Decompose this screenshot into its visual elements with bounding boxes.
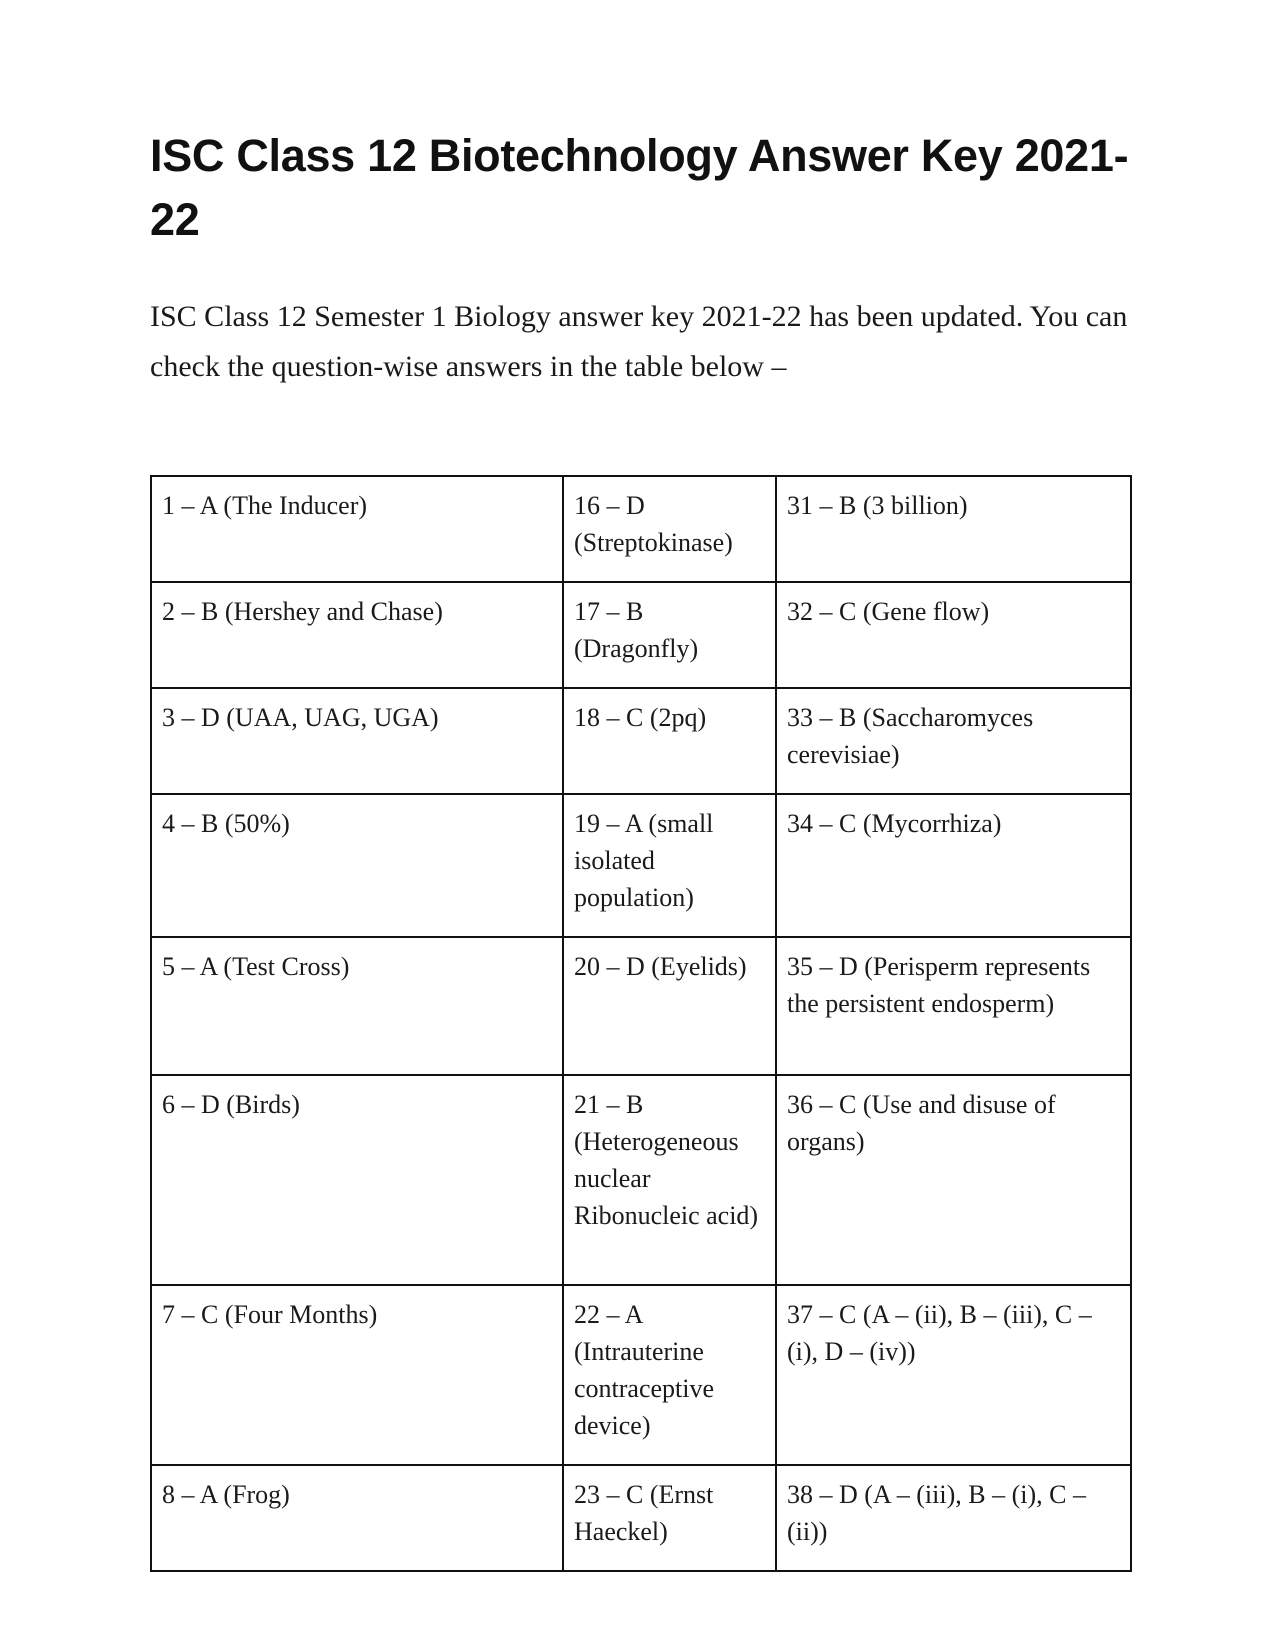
table-cell: 35 – D (Perisperm represents the persistent endosperm) <box>776 937 1131 1075</box>
table-cell: 6 – D (Birds) <box>151 1075 563 1285</box>
table-cell: 34 – C (Mycorrhiza) <box>776 794 1131 937</box>
table-cell: 20 – D (Eyelids) <box>563 937 776 1075</box>
table-cell: 7 – C (Four Months) <box>151 1285 563 1465</box>
table-row <box>151 1465 1131 1571</box>
table-cell: 31 – B (3 billion) <box>776 476 1131 582</box>
table-cell: 33 – B (Saccharomyces cerevisiae) <box>776 688 1131 794</box>
table-row <box>151 688 1131 794</box>
table-row <box>151 794 1131 937</box>
table-cell: 21 – B (Heterogeneous nuclear Ribonucleic acid) <box>563 1075 776 1285</box>
table-cell: 3 – D (UAA, UAG, UGA) <box>151 688 563 794</box>
table-cell: 4 – B (50%) <box>151 794 563 937</box>
table-row <box>151 582 1131 688</box>
answer-key-table <box>150 475 1132 1572</box>
table-cell: 8 – A (Frog) <box>151 1465 563 1571</box>
table-row <box>151 1075 1131 1285</box>
table-cell: 38 – D (A – (iii), B – (i), C – (ii)) <box>776 1465 1131 1571</box>
table-cell: 2 – B (Hershey and Chase) <box>151 582 563 688</box>
table-cell: 5 – A (Test Cross) <box>151 937 563 1075</box>
table-cell: 23 – C (Ernst Haeckel) <box>563 1465 776 1571</box>
table-row <box>151 937 1131 1075</box>
table-cell: 19 – A (small isolated population) <box>563 794 776 937</box>
table-row <box>151 476 1131 582</box>
table-cell: 1 – A (The Inducer) <box>151 476 563 582</box>
table-cell: 36 – C (Use and disuse of organs) <box>776 1075 1131 1285</box>
table-cell: 22 – A (Intrauterine contraceptive device) <box>563 1285 776 1465</box>
table-cell: 16 – D (Streptokinase) <box>563 476 776 582</box>
document-page <box>150 124 1130 392</box>
page-title: ISC Class 12 Biotechnology Answer Key 2021-22 <box>150 130 1129 245</box>
table-cell: 17 – B (Dragonfly) <box>563 582 776 688</box>
table-cell: 18 – C (2pq) <box>563 688 776 794</box>
table-cell: 37 – C (A – (ii), B – (iii), C – (i), D – (iv)) <box>776 1285 1131 1465</box>
intro-paragraph: ISC Class 12 Semester 1 Biology answer key 2021-22 has been updated. You can check the question-wise answers in the table below – <box>150 300 1128 383</box>
table-cell: 32 – C (Gene flow) <box>776 582 1131 688</box>
table-row <box>151 1285 1131 1465</box>
